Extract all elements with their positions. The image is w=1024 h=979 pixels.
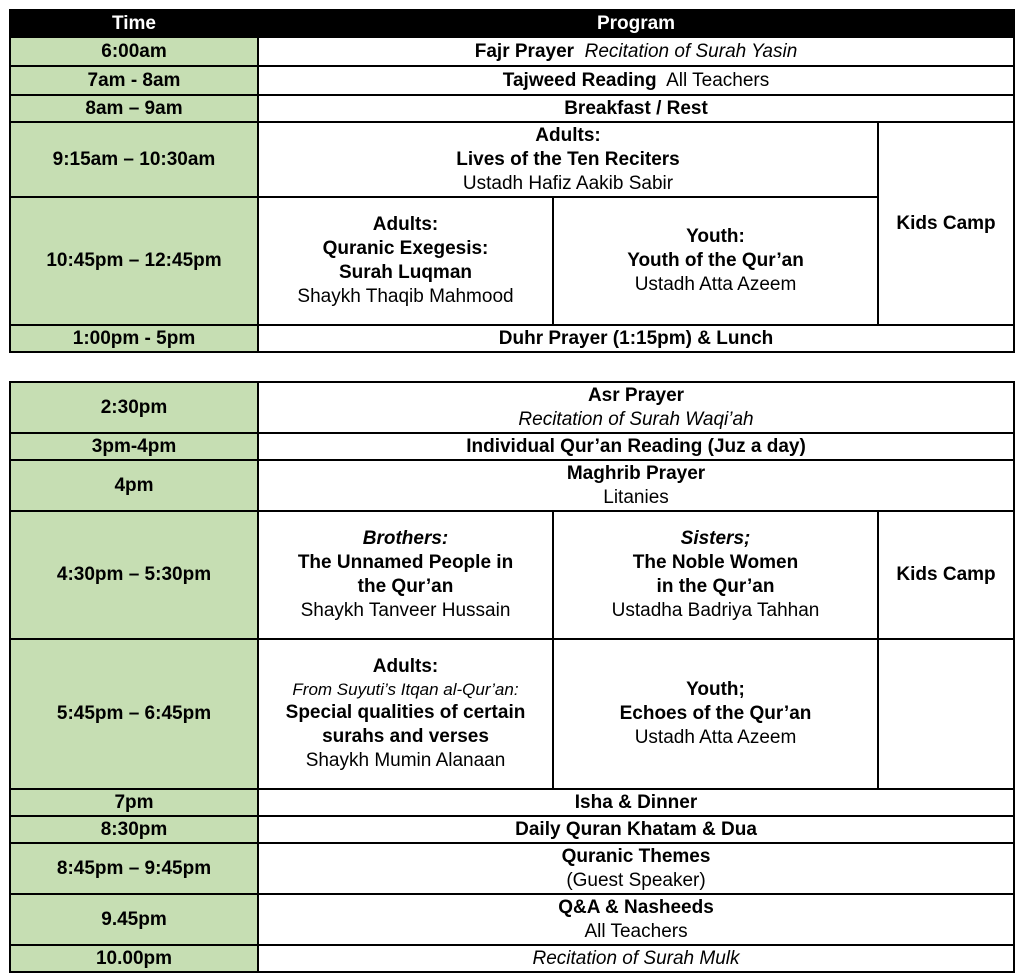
youth-session-cell [553, 197, 878, 325]
session-title-line2: in the Qur’an [656, 576, 775, 597]
program-cell [258, 37, 1014, 66]
table-row [10, 66, 1014, 95]
event-subtitle: Recitation of Surah Waqi’ah [518, 408, 754, 430]
speaker-name: Ustadha Badriya Tahhan [611, 600, 820, 621]
time-cell: 5:45pm – 6:45pm [10, 639, 258, 789]
program-cell: Duhr Prayer (1:15pm) & Lunch [258, 325, 1014, 352]
session-title: Special qualities of certain [285, 702, 526, 723]
time-cell: 7am - 8am [10, 66, 258, 95]
event-subtitle: Litanies [603, 486, 669, 508]
event-title: Tajweed Reading [502, 69, 657, 91]
session-title: Lives of the Ten Reciters [456, 148, 680, 170]
speaker-name: Shaykh Tanveer Hussain [300, 600, 511, 621]
speaker-name: Shaykh Thaqib Mahmood [297, 286, 514, 307]
table-row [10, 122, 1014, 197]
morning-schedule-table [9, 9, 1015, 353]
session-title-line2: the Qur’an [357, 576, 454, 597]
table-row [10, 460, 1014, 511]
event-subtitle: All Teachers [666, 69, 770, 91]
table-row [10, 843, 1014, 894]
adults-session-cell [258, 639, 553, 789]
kids-camp-cell: Kids Camp [878, 511, 1014, 639]
time-cell: 8:30pm [10, 816, 258, 843]
time-cell: 9.45pm [10, 894, 258, 945]
time-cell: 1:00pm - 5pm [10, 325, 258, 352]
program-cell: Individual Qur’an Reading (Juz a day) [258, 433, 1014, 460]
audience-label: Adults: [372, 656, 439, 677]
table-row [10, 197, 1014, 325]
sisters-session-cell [553, 511, 878, 639]
audience-label: Sisters; [680, 528, 751, 549]
program-header: Program [258, 10, 1014, 37]
speaker-name: Ustadh Atta Azeem [634, 274, 797, 295]
session-title-line2: surahs and verses [322, 726, 489, 747]
audience-label: Youth; [686, 679, 745, 700]
table-row [10, 789, 1014, 816]
program-cell [258, 894, 1014, 945]
table-row [10, 433, 1014, 460]
program-cell: Recitation of Surah Mulk [258, 945, 1014, 972]
event-subtitle: (Guest Speaker) [566, 869, 706, 891]
adults-session-cell [258, 197, 553, 325]
empty-cell [878, 639, 1014, 789]
table-row [10, 37, 1014, 66]
audience-label: Adults: [535, 124, 601, 146]
program-cell: Isha & Dinner [258, 789, 1014, 816]
table-row [10, 511, 1014, 639]
time-cell: 10.00pm [10, 945, 258, 972]
table-row [10, 95, 1014, 122]
table-row [10, 894, 1014, 945]
table-row [10, 325, 1014, 352]
program-cell [258, 66, 1014, 95]
event-title: Q&A & Nasheeds [558, 896, 714, 918]
time-cell: 4pm [10, 460, 258, 511]
time-cell: 4:30pm – 5:30pm [10, 511, 258, 639]
header-row [10, 10, 1014, 37]
program-cell [258, 382, 1014, 433]
speaker-name: Shaykh Mumin Alanaan [305, 750, 506, 771]
time-cell: 9:15am – 10:30am [10, 122, 258, 197]
speaker-name: Ustadh Hafiz Aakib Sabir [462, 172, 674, 194]
time-cell: 6:00am [10, 37, 258, 66]
session-title: The Unnamed People in [297, 552, 514, 573]
program-cell: Breakfast / Rest [258, 95, 1014, 122]
time-cell: 7pm [10, 789, 258, 816]
event-title: Asr Prayer [587, 384, 685, 406]
table-row [10, 816, 1014, 843]
session-title: Echoes of the Qur’an [619, 703, 812, 724]
event-title: Quranic Themes [561, 845, 711, 867]
speaker-name: Ustadh Atta Azeem [634, 727, 797, 748]
session-title: Youth of the Qur’an [627, 250, 804, 271]
afternoon-schedule-table [9, 381, 1015, 973]
program-cell: Daily Quran Khatam & Dua [258, 816, 1014, 843]
kids-camp-cell: Kids Camp [878, 122, 1014, 325]
time-header: Time [10, 10, 258, 37]
table-row [10, 945, 1014, 972]
youth-session-cell [553, 639, 878, 789]
audience-label: Brothers: [362, 528, 449, 549]
session-title: The Noble Women [632, 552, 799, 573]
source-note: From Suyuti’s Itqan al-Qur’an: [292, 680, 519, 699]
time-cell: 3pm-4pm [10, 433, 258, 460]
time-cell: 8:45pm – 9:45pm [10, 843, 258, 894]
event-title: Maghrib Prayer [566, 462, 706, 484]
event-title: Fajr Prayer [474, 40, 575, 62]
table-row [10, 382, 1014, 433]
time-cell: 2:30pm [10, 382, 258, 433]
time-cell: 8am – 9am [10, 95, 258, 122]
session-title-line2: Surah Luqman [338, 262, 472, 283]
event-subtitle: Recitation of Surah Yasin [584, 40, 798, 62]
event-subtitle: All Teachers [584, 920, 688, 942]
time-cell: 10:45pm – 12:45pm [10, 197, 258, 325]
program-cell [258, 460, 1014, 511]
audience-label: Adults: [372, 214, 439, 235]
audience-label: Youth: [686, 226, 745, 247]
program-cell [258, 843, 1014, 894]
program-cell [258, 122, 878, 197]
table-row [10, 639, 1014, 789]
session-title: Quranic Exegesis: [322, 238, 489, 259]
brothers-session-cell [258, 511, 553, 639]
